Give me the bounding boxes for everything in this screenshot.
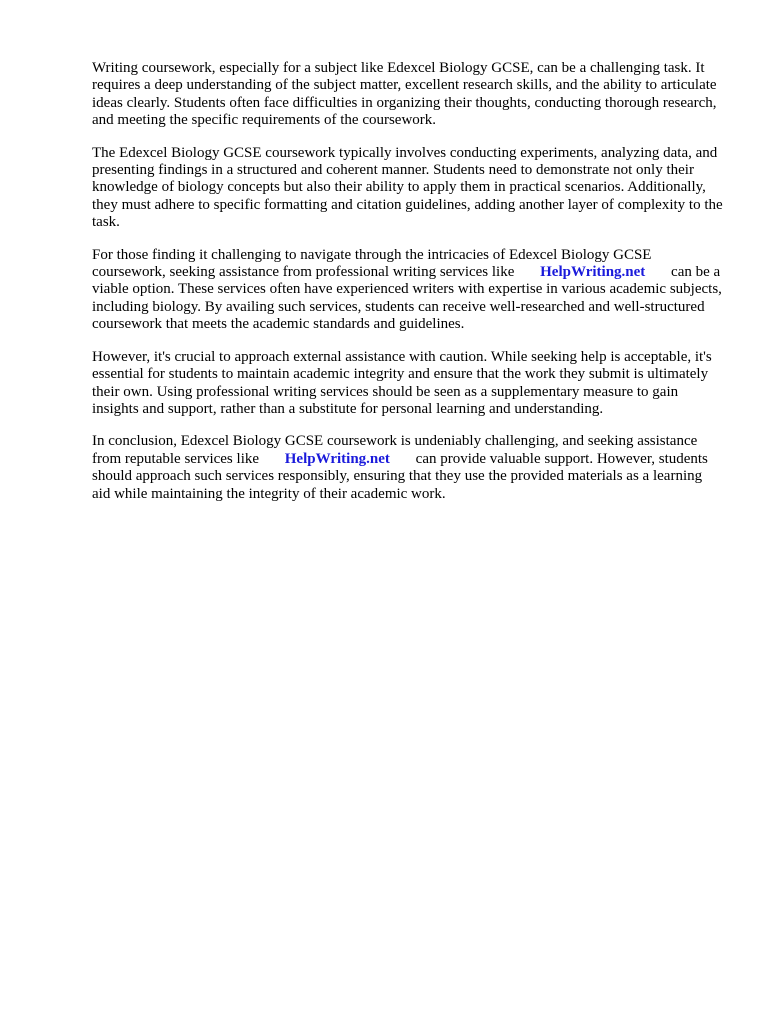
document-body — [92, 60, 724, 518]
paragraph-caution: However, it's crucial to approach external assistance with caution. While seeking help is acceptable, it's essential for students to maintain academic integrity and ensure that the work they submit is ultimately their own. Using professional writing services should be seen as a supplementary measure to gain insights and support, rather than a substitute for personal learning and understanding. — [92, 348, 712, 417]
paragraph-assistance — [92, 247, 724, 334]
paragraph-assistance-text-before: For those finding it challenging to navigate through the intricacies of Edexcel Biology GCSE coursework, seeking assistance from professional writing services like — [92, 246, 652, 281]
paragraph-assistance-text-after: can be a viable option. These services often have experienced writers with expertise in various academic subjects, including biology. By availing such services, students can receive well-researched and well-structured coursework that meets the academic standards and guidelines. — [92, 264, 722, 333]
paragraph-coursework-description: The Edexcel Biology GCSE coursework typically involves conducting experiments, analyzing data, and presenting findings in a structured and coherent manner. Students need to demonstrate not only their knowledge of biology concepts but also their ability to apply them in practical scenarios. Additionally, they must adhere to specific formatting and citation guidelines, adding another layer of complexity to the task. — [92, 144, 723, 231]
helpwriting-link-conclusion[interactable]: HelpWriting.net — [284, 450, 390, 467]
paragraph-conclusion-text-after: can provide valuable support. However, students should approach such services responsibly, ensuring that they use the provided materials as a learning aid while maintaining the integrity of their academic work. — [92, 450, 708, 502]
paragraph-conclusion-text-before: In conclusion, Edexcel Biology GCSE coursework is undeniably challenging, and seeking assistance from reputable services like — [92, 433, 698, 467]
paragraph-intro: Writing coursework, especially for a subject like Edexcel Biology GCSE, can be a challenging task. It requires a deep understanding of the subject matter, excellent research skills, and the ability to articulate ideas clearly. Students often face difficulties in organizing their thoughts, conducting thorough research, and meeting the specific requirements of the coursework. — [92, 60, 717, 129]
paragraph-conclusion — [92, 433, 724, 503]
helpwriting-link[interactable]: HelpWriting.net — [540, 264, 646, 281]
